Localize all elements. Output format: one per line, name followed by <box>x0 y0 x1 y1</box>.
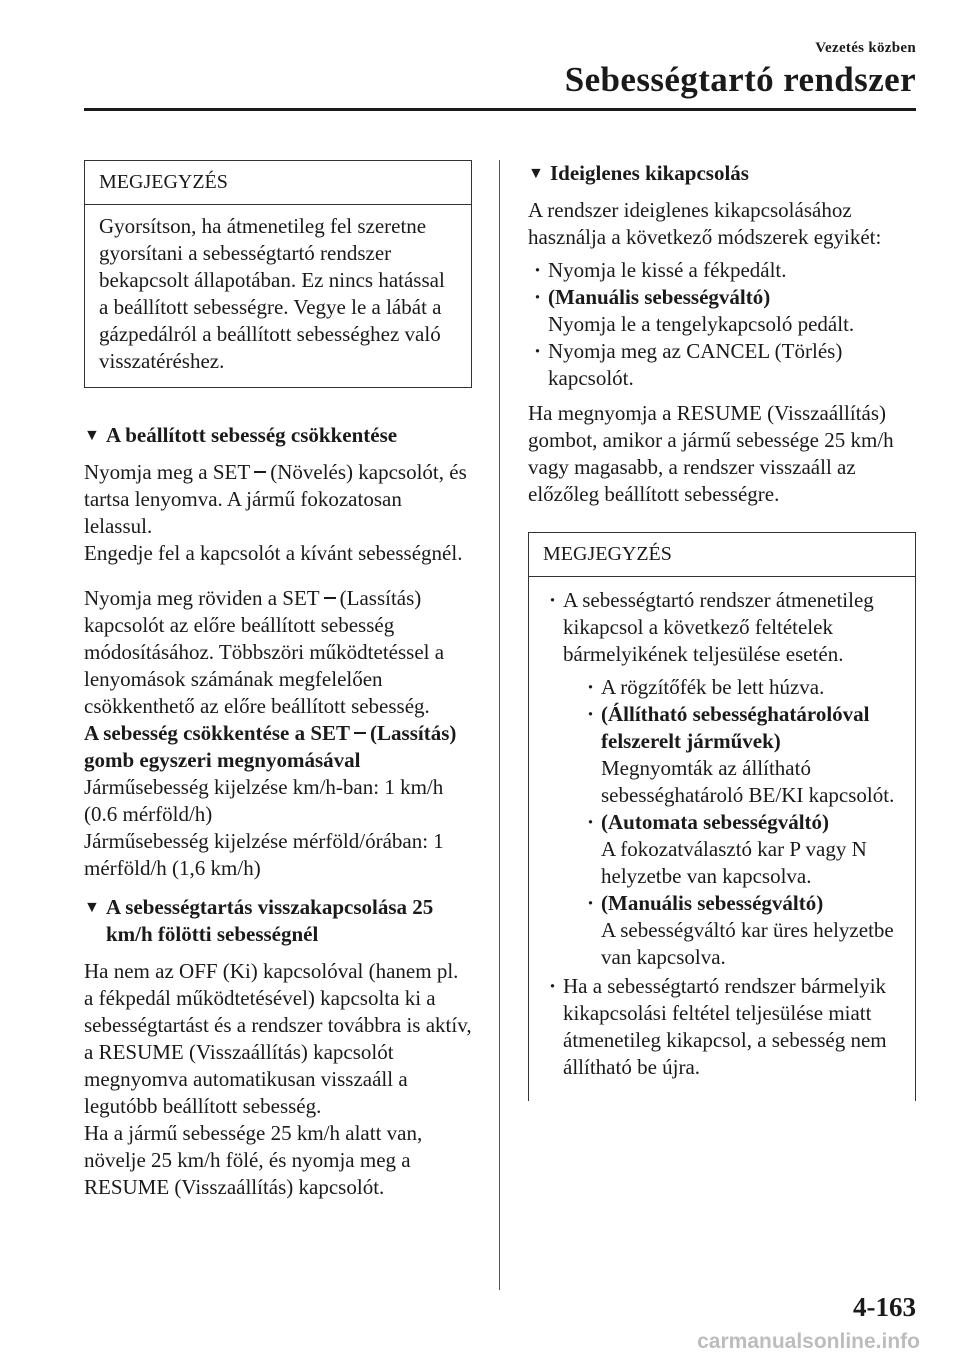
triangle-down-icon: ▼ <box>84 899 100 916</box>
page-number: 4-163 <box>853 1292 916 1322</box>
list-item: · Ha a sebességtartó rendszer bármelyik kikapcsolási feltétel teljesülése miatt átmenetileg kikapcsol, a sebesség nem állítható be újra. <box>543 973 901 1081</box>
paragraph: Ha a jármű sebessége 25 km/h alatt van, növelje 25 km/h fölé, és nyomja meg a RESUME (Visszaállítás) kapcsolót. <box>84 1121 423 1199</box>
header-rule <box>84 108 916 111</box>
list-item: · (Automata sebességváltó) A fokozatválasztó kar P vagy N helyzetbe van kapcsolva. <box>581 809 901 890</box>
list-item: · A sebességtartó rendszer átmenetileg kikapcsol a következő feltételek bármelyikének teljesülése esetén. · A rögzítőfék be lett húzva. · (Állítható sebességhatárolóval felszerelt járművek) Megnyomták az állítható sebességhatároló BE/KI kapcsolót. · (Automata sebességváltó) A fokozatválasztó kar P vagy N helyzetbe van kapcsolva. · (Manuális sebességváltó) A sebességváltó kar üres helyzetbe van kapcsolva. <box>543 587 901 971</box>
bullet-list <box>543 587 901 1081</box>
chapter-label: Vezetés közben <box>815 40 916 56</box>
page-title: Sebességtartó rendszer <box>564 60 916 99</box>
list-item: · Nyomja meg az CANCEL (Törlés) kapcsolót. <box>528 338 916 392</box>
sub-heading: A sebesség csökkentése a SET (Lassítás) gomb egyszeri megnyomásával <box>84 721 457 772</box>
section-heading-temporary <box>528 160 916 187</box>
note-title: MEGJEGYZÉS <box>85 161 471 205</box>
section-heading-resume <box>84 894 472 948</box>
right-column <box>528 160 916 1101</box>
paragraph: Ha megnyomja a RESUME (Visszaállítás) gombot, amikor a jármű sebessége 25 km/h vagy magasabb, a rendszer visszaáll az előzőleg beállított sebességre. <box>528 401 894 506</box>
column-divider <box>499 160 500 1290</box>
paragraph: Nyomja meg röviden a SET (Lassítás) kapcsolót az előre beállított sebesség módosításához. Többszöri működtetéssel a lenyomások számának megfelelően csökkenthető az előre beállított sebesség. <box>84 586 445 718</box>
watermark: carmanualsonline.info <box>697 1330 920 1353</box>
paragraph: Járműsebesség kijelzése mérföld/órában: 1 mérföld/h (1,6 km/h) <box>84 829 444 880</box>
minus-icon <box>324 597 336 599</box>
paragraph: Járműsebesség kijelzése km/h-ban: 1 km/h (0.6 mérföld/h) <box>84 775 444 826</box>
note-box <box>528 532 916 1101</box>
note-title: MEGJEGYZÉS <box>529 533 915 577</box>
list-item: · Nyomja le kissé a fékpedált. <box>528 257 916 284</box>
sub-bullet-list <box>581 674 901 971</box>
list-item: · (Manuális sebességváltó) A sebességváltó kar üres helyzetbe van kapcsolva. <box>581 890 901 971</box>
list-item: · (Manuális sebességváltó) Nyomja le a tengelykapcsoló pedált. <box>528 284 916 338</box>
section-heading-text: A beállított sebesség csökkentése <box>106 423 398 447</box>
list-item: · (Állítható sebességhatárolóval felszerelt járművek) Megnyomták az állítható sebességhatároló BE/KI kapcsolót. <box>581 701 901 809</box>
paragraph: A rendszer ideiglenes kikapcsolásához használja a következő módszerek egyikét: <box>528 198 882 249</box>
section-heading-decrease <box>84 422 472 449</box>
minus-icon <box>354 732 366 734</box>
left-column <box>84 160 472 1201</box>
note-body: Gyorsítson, ha átmenetileg fel szeretne gyorsítani a sebességtartó rendszer bekapcsolt állapotában. Ez nincs hatással a beállított sebességre. Vegye le a lábát a gázpedálról a beállított sebességhez való visszatéréshez. <box>99 214 445 373</box>
paragraph: Nyomja meg a SET (Növelés) kapcsolót, és tartsa lenyomva. A jármű fokozatosan lelassul. <box>84 460 467 538</box>
triangle-down-icon: ▼ <box>528 165 544 182</box>
minus-icon <box>254 471 266 473</box>
paragraph: Engedje fel a kapcsolót a kívánt sebességnél. <box>84 541 463 565</box>
paragraph: Ha nem az OFF (Ki) kapcsolóval (hanem pl. a fékpedál működtetésével) kapcsolta ki a sebességtartást és a rendszer továbbra is aktív, a RESUME (Visszaállítás) kapcsolót megnyomva automatikusan visszaáll a legutóbb beállított sebesség. <box>84 959 472 1118</box>
triangle-down-icon: ▼ <box>84 427 100 444</box>
section-heading-text: A sebességtartás visszakapcsolása 25 km/h fölötti sebességnél <box>106 895 434 946</box>
list-item: · A rögzítőfék be lett húzva. <box>581 674 901 701</box>
note-box <box>84 160 472 388</box>
section-heading-text: Ideiglenes kikapcsolás <box>550 161 749 185</box>
bullet-list <box>528 257 916 392</box>
note-body <box>529 577 915 1101</box>
